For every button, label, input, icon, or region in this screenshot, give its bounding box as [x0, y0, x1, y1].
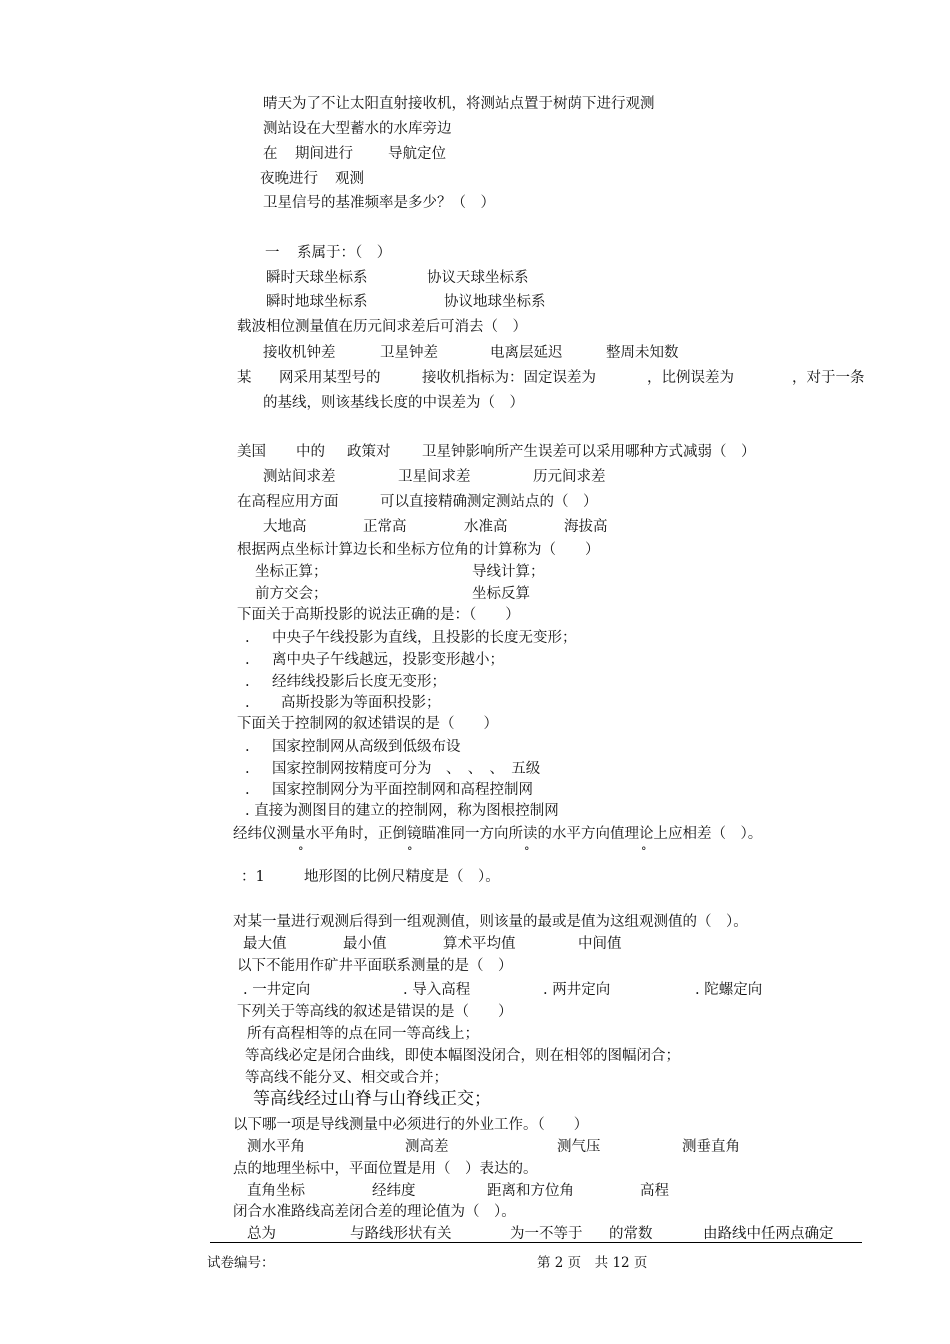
line-text: 坐标反算 — [472, 586, 530, 602]
text-line — [263, 145, 446, 163]
line-text: 经纬仪测量水平角时，正倒镜瞄准同一方向所读的水平方向值理论上应相差（ ）。 — [233, 826, 763, 842]
line-text: 高斯投影为等面积投影； — [281, 695, 441, 711]
line-text: 在高程应用方面 — [237, 494, 339, 510]
text-line — [237, 1003, 513, 1021]
text-line — [241, 868, 500, 886]
line-text: 接收机钟差 — [263, 345, 336, 361]
text-line — [265, 244, 392, 262]
text-line — [247, 1225, 834, 1243]
line-text: 整周未知数 — [606, 345, 679, 361]
line-text: 观测 — [335, 171, 364, 187]
line-text: ，对于一条 — [792, 370, 865, 386]
line-text: 以下哪一项是导线测量中必须进行的外业工作。（ ） — [233, 1117, 589, 1133]
line-text: 离中央子午线越远，投影变形越小； — [272, 652, 504, 668]
line-text: . — [245, 739, 250, 755]
line-text: 算术平均值 — [443, 936, 516, 952]
text-line — [237, 957, 513, 975]
line-text: 导航定位 — [388, 146, 446, 162]
line-text: 历元间求差 — [533, 469, 606, 485]
line-text: 协议天球坐标系 — [427, 270, 529, 286]
line-text: 载波相位测量值在历元间求差后可消去（ ） — [237, 319, 527, 335]
line-text: 所有高程相等的点在同一等高线上； — [247, 1026, 479, 1042]
line-text: 电离层延迟 — [490, 345, 563, 361]
line-text: 地形图的比例尺精度是（ ）。 — [304, 869, 500, 885]
text-line — [263, 394, 524, 412]
text-line — [237, 369, 865, 387]
line-text: 下面关于控制网的叙述错误的是（ ） — [237, 716, 498, 732]
line-text: 与路线形状有关 — [350, 1226, 452, 1242]
line-text: 下列关于等高线的叙述是错误的是（ ） — [237, 1004, 513, 1020]
page-number: 第 2 页 共 12 页 — [537, 1255, 648, 1271]
text-line — [253, 1090, 491, 1108]
line-text: 的基线，则该基线长度的中误差为（ ） — [263, 395, 524, 411]
line-text: 等高线必定是闭合曲线，即使本幅图没闭合，则在相邻的图幅闭合； — [245, 1048, 680, 1064]
line-text: 测高差 — [405, 1139, 449, 1155]
line-text: 海拔高 — [564, 519, 608, 535]
line-text: 闭合水准路线高差闭合差的理论值为（ ）。 — [233, 1204, 516, 1220]
text-line — [263, 194, 495, 212]
text-line — [233, 913, 748, 931]
exam-number-label: 试卷编号： — [207, 1255, 275, 1271]
text-line — [245, 1047, 680, 1065]
text-line — [245, 738, 461, 756]
degree-mark: ° — [524, 845, 530, 858]
line-text: 国家控制网按精度可分为 、 、 、 五级 — [272, 761, 541, 777]
line-text: 等高线经过山脊与山脊线正交； — [253, 1089, 491, 1109]
text-line — [245, 629, 577, 647]
line-text: . — [245, 761, 250, 777]
line-text: 距离和方位角 — [487, 1183, 574, 1199]
line-text: 经纬线投影后长度无变形； — [272, 674, 446, 690]
text-line — [237, 493, 598, 511]
text-line — [266, 269, 529, 287]
line-text: 晴天为了不让太阳直射接收机，将测站点置于树荫下进行观测 — [263, 96, 655, 112]
line-text: 坐标正算； — [255, 564, 328, 580]
line-text: 高程 — [640, 1183, 669, 1199]
text-line — [263, 344, 679, 362]
line-text: 卫星信号的基准频率是多少？（ ） — [263, 195, 495, 211]
text-line — [263, 518, 608, 536]
text-line — [263, 120, 452, 138]
line-text: 卫星钟差 — [380, 345, 438, 361]
line-text: 最小值 — [343, 936, 387, 952]
text-line — [233, 1203, 516, 1221]
line-text: 美国 — [237, 444, 266, 460]
line-text: 直角坐标 — [247, 1183, 305, 1199]
text-line — [247, 1138, 740, 1156]
line-text: 测气压 — [557, 1139, 601, 1155]
line-text: ，比例误差为 — [647, 370, 734, 386]
line-text: 可以直接精确测定测站点的（ ） — [380, 494, 598, 510]
line-text: . — [245, 695, 250, 711]
line-text: . 两井定向 — [543, 982, 611, 998]
line-text: . 一井定向 — [243, 982, 311, 998]
line-text: . 直接为测图目的建立的控制网，称为图根控制网 — [245, 803, 559, 819]
text-line — [255, 563, 545, 581]
line-text: 下面关于高斯投影的说法正确的是：（ ） — [237, 607, 520, 623]
text-line — [266, 293, 546, 311]
line-text: 为一不等于 — [510, 1226, 583, 1242]
line-text: 夜晚进行 — [260, 171, 318, 187]
line-text: . 陀螺定向 — [695, 982, 763, 998]
line-text: . — [245, 652, 250, 668]
text-line — [263, 95, 655, 113]
line-text: 点的地理坐标中，平面位置是用（ ）表达的。 — [233, 1161, 538, 1177]
text-line — [247, 1182, 669, 1200]
line-text: 网采用某型号的 — [279, 370, 381, 386]
text-line — [245, 781, 533, 799]
line-text: 某 — [237, 370, 252, 386]
line-text: 测垂直角 — [682, 1139, 740, 1155]
text-line — [237, 318, 527, 336]
text-line — [243, 981, 763, 999]
text-line — [237, 541, 600, 559]
text-line — [233, 1116, 588, 1134]
text-line — [243, 935, 622, 953]
line-text: 中央子午线投影为直线，且投影的长度无变形； — [272, 630, 577, 646]
text-line — [255, 585, 530, 603]
line-text: 最大值 — [243, 936, 287, 952]
text-line — [247, 1025, 479, 1043]
line-text: 导线计算； — [472, 564, 545, 580]
degree-mark: ° — [641, 845, 647, 858]
line-text: 国家控制网从高级到低级布设 — [272, 739, 461, 755]
line-text: 在 — [263, 146, 278, 162]
line-text: 前方交会； — [255, 586, 328, 602]
line-text: 总为 — [247, 1226, 276, 1242]
line-text: 瞬时地球坐标系 — [266, 294, 368, 310]
line-text: 根据两点坐标计算边长和坐标方位角的计算称为（ ） — [237, 542, 600, 558]
text-line — [237, 443, 756, 461]
line-text: 测站间求差 — [263, 469, 336, 485]
line-text: 经纬度 — [372, 1183, 416, 1199]
line-text: 的常数 — [609, 1226, 653, 1242]
line-text: 协议地球坐标系 — [444, 294, 546, 310]
line-text: 测站设在大型蓄水的水库旁边 — [263, 121, 452, 137]
line-text: 期间进行 — [295, 146, 353, 162]
text-line — [263, 468, 606, 486]
text-line — [260, 170, 364, 188]
line-text: 水准高 — [464, 519, 508, 535]
line-text: . — [245, 674, 250, 690]
line-text: 一 — [265, 245, 280, 261]
line-text: . — [245, 630, 250, 646]
degree-mark: ° — [298, 845, 304, 858]
text-line — [245, 694, 441, 712]
text-line — [245, 1069, 448, 1087]
line-text: 正常高 — [363, 519, 407, 535]
footer-rule — [210, 1242, 862, 1243]
text-line — [233, 825, 762, 843]
line-text: 政策对 — [347, 444, 391, 460]
line-text: 等高线不能分叉、相交或合并； — [245, 1070, 448, 1086]
text-line — [233, 1160, 538, 1178]
text-line — [245, 760, 541, 778]
text-line — [245, 802, 559, 820]
line-text: 国家控制网分为平面控制网和高程控制网 — [272, 782, 533, 798]
line-text: 对某一量进行观测后得到一组观测值，则该量的最或是值为这组观测值的（ ）。 — [233, 914, 748, 930]
line-text: 卫星间求差 — [398, 469, 471, 485]
line-text: 中的 — [296, 444, 325, 460]
line-text: 瞬时天球坐标系 — [266, 270, 368, 286]
text-line — [237, 606, 520, 624]
text-line — [237, 715, 498, 733]
line-text: ：1 — [241, 869, 265, 885]
line-text: 接收机指标为：固定误差为 — [422, 370, 596, 386]
text-line — [245, 651, 504, 669]
line-text: 系属于：（ ） — [297, 245, 392, 261]
line-text: 以下不能用作矿井平面联系测量的是（ ） — [237, 958, 513, 974]
degree-mark: ° — [407, 845, 413, 858]
line-text: . — [245, 782, 250, 798]
text-line — [245, 673, 446, 691]
line-text: 测水平角 — [247, 1139, 305, 1155]
line-text: 中间值 — [578, 936, 622, 952]
line-text: 由路线中任两点确定 — [703, 1226, 834, 1242]
line-text: 大地高 — [263, 519, 307, 535]
line-text: . 导入高程 — [403, 982, 471, 998]
line-text: 卫星钟影响所产生误差可以采用哪种方式减弱（ ） — [422, 444, 756, 460]
